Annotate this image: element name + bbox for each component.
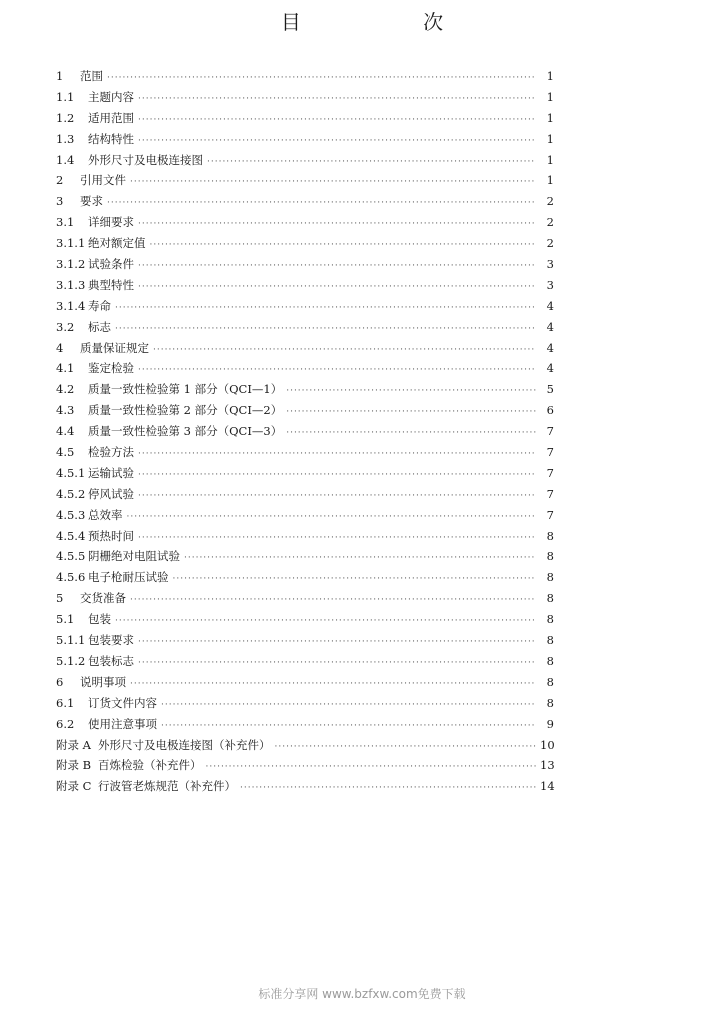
toc-dot-leader bbox=[115, 298, 536, 319]
toc-entry[interactable] bbox=[56, 296, 554, 317]
toc-entry-title: 使用注意事项 bbox=[88, 716, 157, 731]
toc-entry-number: 4.2 bbox=[56, 382, 75, 397]
toc-entry[interactable] bbox=[56, 338, 554, 359]
toc-entry-title: 详细要求 bbox=[88, 215, 134, 230]
toc-entry[interactable] bbox=[56, 108, 554, 129]
toc-entry-page-number: 7 bbox=[546, 424, 554, 439]
toc-entry-title: 主题内容 bbox=[88, 89, 134, 104]
toc-entry-page-number: 1 bbox=[546, 173, 554, 188]
toc-entry-number: 5.1.1 bbox=[56, 633, 86, 648]
toc-entry[interactable] bbox=[56, 275, 554, 296]
toc-entry[interactable] bbox=[56, 66, 554, 87]
toc-entry-number: 3.1.2 bbox=[56, 257, 86, 272]
toc-entry-number: 1.4 bbox=[56, 152, 75, 167]
toc-dot-leader bbox=[161, 695, 536, 716]
toc-entry[interactable] bbox=[56, 442, 554, 463]
toc-entry-number: 1 bbox=[56, 69, 64, 83]
toc-dot-leader bbox=[138, 632, 536, 653]
footer-watermark: 标准分享网 www.bzfxw.com免费下载 bbox=[258, 987, 466, 1001]
toc-entry[interactable] bbox=[56, 735, 554, 756]
toc-dot-leader bbox=[130, 590, 536, 611]
toc-entry-title: 质量一致性检验第 1 部分（QCI—1） bbox=[88, 382, 283, 397]
toc-entry-page-number: 2 bbox=[546, 194, 554, 209]
toc-entry-page-number: 7 bbox=[546, 465, 554, 480]
toc-entry-number: 3.1.1 bbox=[56, 236, 86, 251]
toc-entry-page-number: 8 bbox=[546, 570, 554, 585]
toc-entry[interactable] bbox=[56, 755, 554, 776]
toc-entry-page-number: 2 bbox=[546, 236, 554, 251]
toc-dot-leader bbox=[173, 569, 537, 590]
toc-entry-page-number: 7 bbox=[546, 445, 554, 460]
toc-dot-leader bbox=[240, 778, 536, 799]
toc-entry-page-number: 3 bbox=[546, 277, 554, 292]
toc-entry-title: 寿命 bbox=[88, 298, 111, 313]
toc-entry-number: 4.5.5 bbox=[56, 549, 86, 564]
toc-entry-title: 交货准备 bbox=[80, 591, 126, 606]
toc-entry-number: 4.5.6 bbox=[56, 570, 86, 585]
toc-entry-title: 质量一致性检验第 3 部分（QCI—3） bbox=[88, 424, 283, 439]
toc-dot-leader bbox=[107, 68, 536, 89]
toc-entry-page-number: 10 bbox=[540, 737, 555, 752]
toc-dot-leader bbox=[286, 402, 536, 423]
toc-entry[interactable] bbox=[56, 588, 554, 609]
toc-entry-title: 检验方法 bbox=[88, 445, 134, 460]
toc-entry-number: 3.1.3 bbox=[56, 277, 86, 292]
toc-dot-leader bbox=[275, 737, 537, 758]
toc-entry-page-number: 1 bbox=[546, 110, 554, 125]
toc-entry-title: 阴栅绝对电阻试验 bbox=[88, 549, 180, 564]
toc-entry-number: 1.3 bbox=[56, 131, 75, 146]
toc-entry-title: 典型特性 bbox=[88, 277, 134, 292]
toc-entry-title: 预热时间 bbox=[88, 528, 134, 543]
toc-dot-leader bbox=[184, 548, 536, 569]
toc-entry[interactable] bbox=[56, 317, 554, 338]
toc-entry-title: 订货文件内容 bbox=[88, 695, 157, 710]
toc-entry-number: 4.5.1 bbox=[56, 465, 86, 480]
toc-entry[interactable] bbox=[56, 672, 554, 693]
toc-entry-number: 1.1 bbox=[56, 89, 75, 104]
toc-entry-page-number: 1 bbox=[546, 89, 554, 104]
toc-entry-title: 包装标志 bbox=[88, 653, 134, 668]
toc-dot-leader bbox=[138, 465, 536, 486]
toc-dot-leader bbox=[286, 381, 536, 402]
toc-entry-number: 5.1.2 bbox=[56, 653, 86, 668]
toc-entry-number: 4.5 bbox=[56, 445, 75, 460]
toc-dot-leader bbox=[138, 131, 536, 152]
toc-entry-title: 绝对额定值 bbox=[88, 236, 146, 251]
toc-entry-number: 3.2 bbox=[56, 319, 75, 334]
toc-entry-page-number: 4 bbox=[546, 361, 554, 376]
toc-entry-number: 4 bbox=[56, 340, 64, 355]
toc-entry-page-number: 14 bbox=[540, 779, 555, 794]
toc-entry-number: 6.2 bbox=[56, 716, 75, 731]
toc-entry-title: 结构特性 bbox=[88, 131, 134, 146]
toc-entry-page-number: 8 bbox=[546, 591, 554, 606]
toc-entry-page-number: 8 bbox=[546, 653, 554, 668]
toc-entry-page-number: 7 bbox=[546, 507, 554, 522]
toc-entry-number: 4.4 bbox=[56, 424, 75, 439]
toc-entry[interactable] bbox=[56, 463, 554, 484]
toc-entry-number: 附录 C bbox=[56, 779, 92, 794]
toc-entry-page-number: 13 bbox=[540, 758, 555, 773]
toc-dot-leader bbox=[138, 486, 536, 507]
toc-entry[interactable] bbox=[56, 567, 554, 588]
toc-entry-number: 6 bbox=[56, 674, 64, 689]
toc-entry-page-number: 8 bbox=[546, 528, 554, 543]
toc-entry-number: 附录 A bbox=[56, 737, 91, 752]
toc-entry-page-number: 1 bbox=[546, 131, 554, 146]
toc-entry-title: 要求 bbox=[80, 194, 103, 209]
toc-entry[interactable] bbox=[56, 254, 554, 275]
toc-dot-leader bbox=[130, 172, 536, 193]
toc-entry-number: 6.1 bbox=[56, 695, 75, 710]
toc-dot-leader bbox=[130, 674, 536, 695]
toc-dot-leader bbox=[107, 193, 536, 214]
toc-entry-number: 1.2 bbox=[56, 110, 75, 125]
toc-dot-leader bbox=[138, 256, 536, 277]
toc-entry[interactable] bbox=[56, 776, 554, 797]
toc-entry[interactable] bbox=[56, 358, 554, 379]
toc-entry[interactable] bbox=[56, 526, 554, 547]
toc-entry-title: 试验条件 bbox=[88, 257, 134, 272]
toc-entry-title: 运输试验 bbox=[88, 465, 134, 480]
toc-entry-number: 4.5.4 bbox=[56, 528, 86, 543]
toc-entry-number: 4.3 bbox=[56, 403, 75, 418]
toc-entry[interactable] bbox=[56, 484, 554, 505]
toc-dot-leader bbox=[115, 319, 536, 340]
toc-dot-leader bbox=[138, 110, 536, 131]
toc-dot-leader bbox=[286, 423, 536, 444]
toc-dot-leader bbox=[161, 716, 536, 737]
toc-entry-title: 适用范围 bbox=[88, 110, 134, 125]
toc-entry-number: 3.1.4 bbox=[56, 298, 86, 313]
toc-entry-title: 包装 bbox=[88, 612, 111, 627]
toc-entry-page-number: 5 bbox=[546, 382, 554, 397]
table-of-contents bbox=[56, 66, 554, 797]
toc-entry-page-number: 4 bbox=[546, 319, 554, 334]
toc-entry-title: 引用文件 bbox=[80, 173, 126, 188]
toc-entry[interactable] bbox=[56, 693, 554, 714]
toc-entry-number: 3 bbox=[56, 194, 64, 209]
toc-entry-number: 2 bbox=[56, 173, 64, 188]
toc-entry-title: 外形尺寸及电极连接图 bbox=[88, 152, 203, 167]
toc-entry[interactable] bbox=[56, 400, 554, 421]
toc-entry-page-number: 6 bbox=[546, 403, 554, 418]
toc-dot-leader bbox=[127, 507, 537, 528]
toc-dot-leader bbox=[207, 152, 536, 173]
toc-entry[interactable] bbox=[56, 714, 554, 735]
toc-dot-leader bbox=[138, 528, 536, 549]
toc-entry-number: 4.5.2 bbox=[56, 486, 86, 501]
toc-entry-title: 包装要求 bbox=[88, 633, 134, 648]
toc-entry-title: 总效率 bbox=[88, 507, 123, 522]
toc-dot-leader bbox=[115, 611, 536, 632]
toc-entry-title: 范围 bbox=[80, 69, 103, 83]
toc-dot-leader bbox=[138, 444, 536, 465]
toc-entry-number: 附录 B bbox=[56, 758, 92, 773]
toc-entry-title: 停风试验 bbox=[88, 486, 134, 501]
toc-entry-page-number: 8 bbox=[546, 612, 554, 627]
toc-entry-number: 4.5.3 bbox=[56, 507, 86, 522]
toc-entry-title: 电子枪耐压试验 bbox=[88, 570, 169, 585]
toc-entry[interactable] bbox=[56, 129, 554, 150]
page-title: 目 次 bbox=[280, 10, 502, 34]
toc-entry-number: 3.1 bbox=[56, 215, 75, 230]
toc-entry-title: 鉴定检验 bbox=[88, 361, 134, 376]
toc-entry-number: 4.1 bbox=[56, 361, 75, 376]
toc-entry-number: 5.1 bbox=[56, 612, 75, 627]
toc-entry-page-number: 1 bbox=[546, 152, 554, 167]
toc-entry-page-number: 8 bbox=[546, 695, 554, 710]
toc-entry-title: 质量一致性检验第 2 部分（QCI—2） bbox=[88, 403, 283, 418]
toc-entry[interactable] bbox=[56, 212, 554, 233]
toc-entry-title: 百炼检验（补充件） bbox=[98, 758, 202, 773]
toc-entry[interactable] bbox=[56, 630, 554, 651]
toc-dot-leader bbox=[138, 89, 536, 110]
toc-dot-leader bbox=[206, 757, 537, 778]
toc-entry-page-number: 8 bbox=[546, 674, 554, 689]
toc-entry-page-number: 9 bbox=[546, 716, 554, 731]
toc-entry[interactable] bbox=[56, 505, 554, 526]
toc-entry-number: 5 bbox=[56, 591, 64, 606]
toc-entry-page-number: 2 bbox=[546, 215, 554, 230]
toc-dot-leader bbox=[153, 340, 536, 361]
toc-entry-title: 外形尺寸及电极连接图（补充件） bbox=[98, 737, 271, 752]
toc-entry-page-number: 7 bbox=[546, 486, 554, 501]
toc-entry[interactable] bbox=[56, 170, 554, 191]
toc-entry[interactable] bbox=[56, 651, 554, 672]
toc-entry[interactable] bbox=[56, 421, 554, 442]
toc-entry-title: 质量保证规定 bbox=[80, 340, 149, 355]
toc-entry-page-number: 3 bbox=[546, 257, 554, 272]
toc-entry[interactable] bbox=[56, 379, 554, 400]
toc-entry[interactable] bbox=[56, 150, 554, 171]
toc-dot-leader bbox=[138, 214, 536, 235]
toc-dot-leader bbox=[138, 277, 536, 298]
toc-entry-page-number: 8 bbox=[546, 633, 554, 648]
toc-entry[interactable] bbox=[56, 233, 554, 254]
toc-dot-leader bbox=[138, 360, 536, 381]
toc-dot-leader bbox=[138, 653, 536, 674]
toc-entry-page-number: 1 bbox=[546, 69, 554, 83]
toc-entry[interactable] bbox=[56, 609, 554, 630]
toc-entry-title: 标志 bbox=[88, 319, 111, 334]
toc-dot-leader bbox=[150, 235, 537, 256]
toc-entry-title: 说明事项 bbox=[80, 674, 126, 689]
toc-entry[interactable] bbox=[56, 87, 554, 108]
toc-entry[interactable] bbox=[56, 191, 554, 212]
toc-entry-page-number: 4 bbox=[546, 298, 554, 313]
toc-entry-page-number: 4 bbox=[546, 340, 554, 355]
toc-entry-page-number: 8 bbox=[546, 549, 554, 564]
toc-entry[interactable] bbox=[56, 546, 554, 567]
toc-entry-title: 行波管老炼规范（补充件） bbox=[98, 779, 236, 794]
